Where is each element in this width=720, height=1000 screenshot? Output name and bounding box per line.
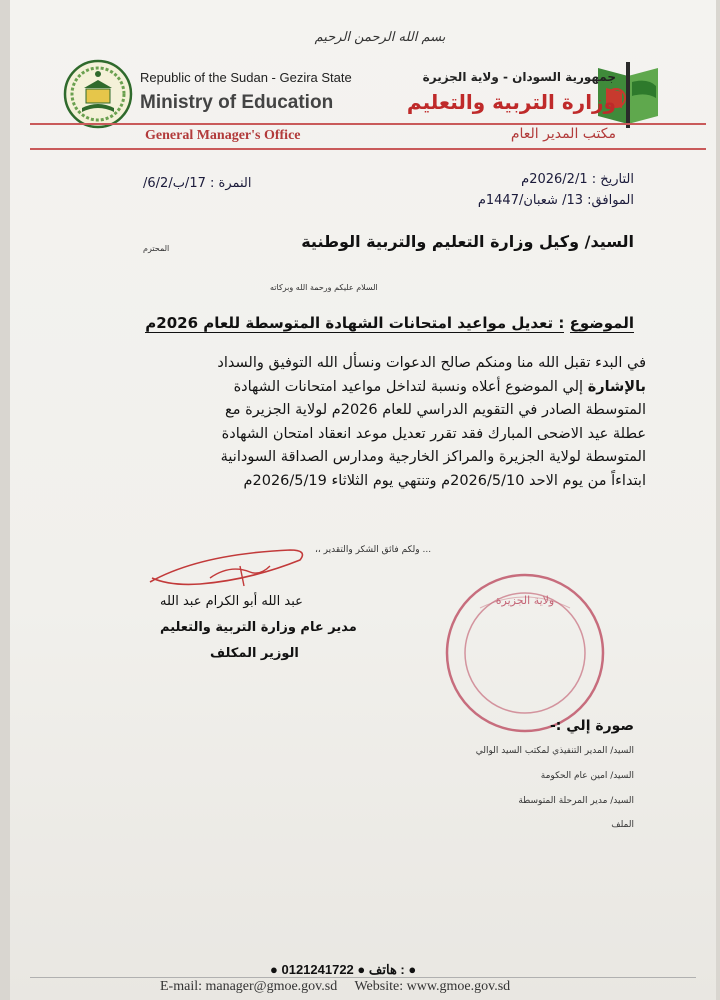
letter-date: التاريخ : 2026/2/1م xyxy=(521,172,634,187)
subject-line xyxy=(145,314,634,332)
letter-body xyxy=(66,352,646,493)
header-rule-top xyxy=(30,123,706,125)
arabic-ministry-name: وزارة التربية والتعليم xyxy=(406,90,616,114)
signatory-title: مدير عام وزارة التربية والتعليم xyxy=(160,620,357,635)
body-line: ابتداءاً من يوم الاحد 2026/5/10م وتنتهي يوم الثلاثاء 2026/5/19م xyxy=(243,472,646,489)
stamp-text: ولاية الجزيرة xyxy=(495,594,555,607)
gezira-ministry-logo xyxy=(62,58,134,130)
dot-icon: ● xyxy=(357,962,366,977)
footer-website[interactable]: Website: www.gmoe.gov.sd xyxy=(354,979,511,994)
body-line: المتوسطة لولاية الجزيرة والمراكز الخارجية ومدارس الصداقة السودانية xyxy=(220,449,646,465)
handwritten-signature xyxy=(140,544,310,594)
subject-text: : تعديل مواعيد امتحانات الشهادة المتوسطة للعام 2026م xyxy=(145,314,565,332)
arabic-republic-line: جمهورية السودان - ولاية الجزيرة xyxy=(422,70,616,84)
english-republic-line: Republic of the Sudan - Gezira State xyxy=(140,70,352,85)
signatory-role: الوزير المكلف xyxy=(210,646,299,661)
phone-line xyxy=(270,962,416,978)
official-stamp xyxy=(440,568,610,738)
arabic-office-name: مكتب المدير العام xyxy=(510,126,616,142)
closing-thanks: ... ولكم فائق الشكر والتقدير ،، xyxy=(315,545,432,555)
header-rule-bottom xyxy=(30,148,706,150)
cc-heading: صورة إلي :- xyxy=(549,718,634,734)
signatory-name: عبد الله أبو الكرام عبد الله xyxy=(160,594,303,609)
english-ministry-name: Ministry of Education xyxy=(140,92,334,113)
greeting: السلام عليكم ورحمة الله وبركاته xyxy=(270,283,378,292)
english-office-name: General Manager's Office xyxy=(145,128,301,143)
cc-item: السيد/ المدير التنفيذي لمكتب السيد الوالي xyxy=(475,746,634,756)
phone-label: هاتف : xyxy=(368,962,405,977)
footer-rule xyxy=(30,977,696,978)
subject-label: الموضوع xyxy=(569,314,634,332)
letter-page xyxy=(10,0,716,1000)
cc-item: السيد/ مدير المرحلة المتوسطة xyxy=(518,796,634,806)
body-first-word: بالإشارة xyxy=(587,378,646,395)
cc-item: الملف xyxy=(611,820,634,830)
phone-number: 0121241722 xyxy=(281,962,354,977)
footer-contacts xyxy=(160,979,510,995)
body-line: في البدء تقبل الله منا ومنكم صالح الدعوات ونسأل الله التوفيق والسداد xyxy=(217,355,646,371)
hijri-date: الموافق: 13/ شعبان/1447م xyxy=(477,193,634,208)
basmala: بسم الله الرحمن الرحيم xyxy=(314,30,446,45)
body-line: المتوسطة الصادر في التقويم الدراسي للعام 2026م لولاية الجزيرة مع xyxy=(225,402,646,418)
addressee: السيد/ وكيل وزارة التعليم والتربية الوطنية xyxy=(301,232,634,251)
reference-number: النمرة : 17/ب/6/2/ xyxy=(143,176,252,191)
cc-item: السيد/ امين عام الحكومة xyxy=(540,771,634,781)
honorific: المحترم xyxy=(143,244,170,253)
body-line xyxy=(66,376,646,400)
body-line-rest: إلي الموضوع أعلاه ونسبة لتداخل مواعيد امتحانات الشهادة xyxy=(233,378,588,395)
dot-icon: ● xyxy=(270,962,278,977)
dot-icon: ● xyxy=(408,962,417,977)
footer-email[interactable]: E-mail: manager@gmoe.gov.sd xyxy=(160,979,338,994)
body-line: عطلة عيد الاضحى المبارك فقد تقرر تعديل موعد انعقاد امتحان الشهادة xyxy=(221,425,646,442)
